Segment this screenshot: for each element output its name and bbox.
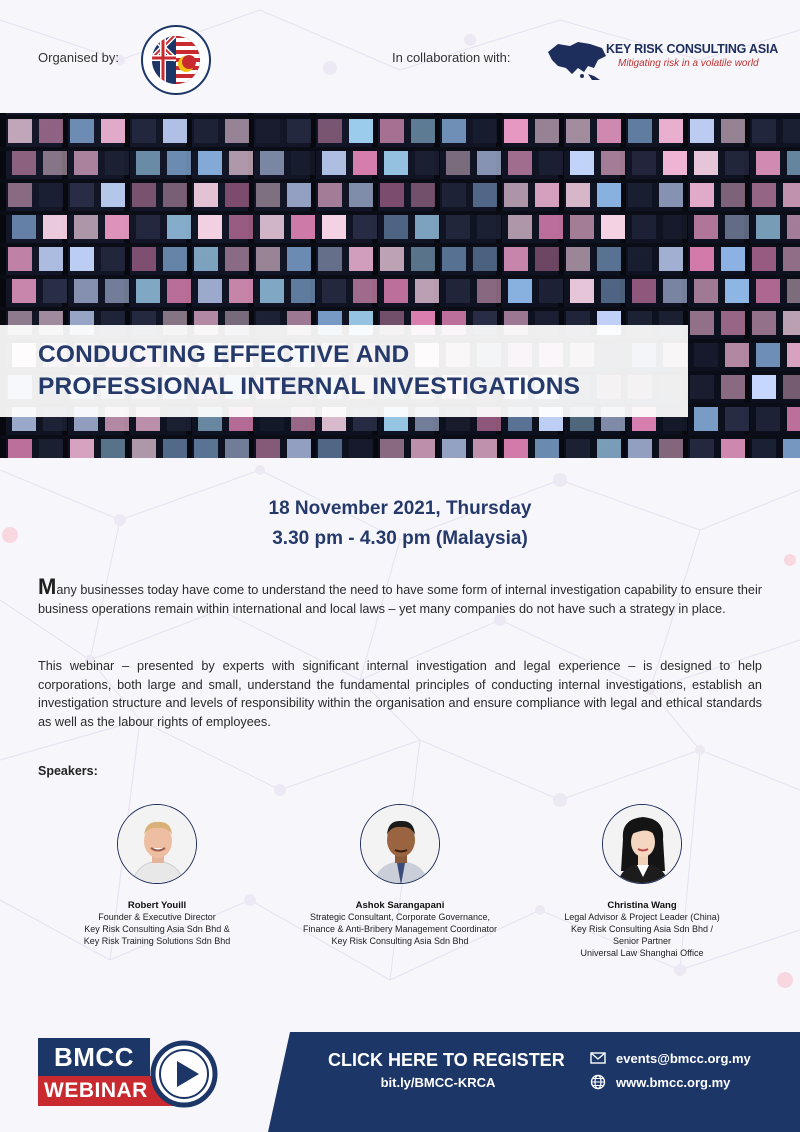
speaker-role-line: Key Risk Training Solutions Sdn Bhd — [83, 936, 231, 946]
building-window — [74, 151, 98, 175]
building-window — [260, 151, 284, 175]
speakers-heading: Speakers: — [38, 764, 98, 778]
building-window — [70, 119, 94, 143]
building-window — [198, 215, 222, 239]
register-button[interactable]: CLICK HERE TO REGISTER — [328, 1050, 565, 1070]
globe-icon — [590, 1074, 606, 1090]
building-window — [535, 439, 559, 458]
building-window — [504, 119, 528, 143]
mail-icon — [590, 1050, 606, 1066]
contact-email[interactable] — [590, 1050, 751, 1066]
building-window — [415, 215, 439, 239]
building-window — [690, 375, 714, 399]
speaker-name: Robert Youill — [127, 900, 187, 911]
building-window — [411, 183, 435, 207]
building-window — [690, 183, 714, 207]
building-window — [225, 439, 249, 458]
building-window — [8, 247, 32, 271]
speaker-role-line: Legal Advisor & Project Leader (China) — [564, 912, 720, 922]
building-window — [12, 215, 36, 239]
building-window — [8, 183, 32, 207]
building-window — [39, 183, 63, 207]
building-window — [101, 119, 125, 143]
speaker-role-line: Founder & Executive Director — [98, 912, 216, 922]
building-window — [721, 311, 745, 335]
building-window — [287, 119, 311, 143]
speaker-card — [27, 804, 287, 947]
building-floor-line — [0, 211, 800, 215]
intro-paragraph-text: any businesses today have come to understand the need to have some form of internal investigation capability to ensure their business operations remain within international and local laws – yet many companies do not have such a strategy in place. — [38, 583, 762, 616]
building-window — [163, 439, 187, 458]
speaker-avatar — [117, 804, 197, 884]
building-window — [105, 279, 129, 303]
building-window — [694, 215, 718, 239]
building-window — [256, 119, 280, 143]
building-window — [229, 215, 253, 239]
building-window — [539, 279, 563, 303]
building-window — [411, 439, 435, 458]
building-window — [570, 151, 594, 175]
drop-cap: M — [38, 574, 57, 599]
building-window — [566, 119, 590, 143]
speaker-card — [512, 804, 772, 959]
website-link[interactable]: www.bmcc.org.my — [616, 1074, 731, 1090]
building-window — [628, 119, 652, 143]
building-window — [260, 279, 284, 303]
play-icon — [150, 1040, 218, 1108]
speaker-role-line: Key Risk Consulting Asia Sdn Bhd / — [570, 924, 714, 934]
collaboration-label: In collaboration with: — [392, 50, 511, 65]
building-window — [787, 215, 800, 239]
building-window — [318, 247, 342, 271]
building-window — [721, 439, 745, 458]
building-window — [132, 183, 156, 207]
event-date: 18 November 2021, Thursday — [268, 498, 532, 519]
building-window — [442, 119, 466, 143]
speaker-role-line: Key Risk Consulting Asia Sdn Bhd & — [84, 924, 230, 934]
building-window — [194, 247, 218, 271]
building-window — [167, 215, 191, 239]
building-window — [291, 215, 315, 239]
event-title-line-2: PROFESSIONAL INTERNAL INVESTIGATIONS — [38, 373, 581, 400]
speaker-card — [270, 804, 530, 947]
building-window — [229, 151, 253, 175]
building-window — [694, 151, 718, 175]
building-window — [287, 183, 311, 207]
asia-map-icon — [544, 38, 608, 82]
building-window — [473, 183, 497, 207]
building-window — [446, 279, 470, 303]
building-window — [198, 151, 222, 175]
speaker-role-line: Key Risk Consulting Asia Sdn Bhd — [331, 936, 469, 946]
building-window — [70, 183, 94, 207]
building-floor-line — [0, 307, 800, 311]
title-band — [0, 325, 688, 417]
building-window — [167, 279, 191, 303]
building-window — [787, 151, 800, 175]
description-paragraph: This webinar – presented by experts with significant internal investigation and legal experience – is designed to help corporations, both large and small, understand the fundamental principles of conducting internal investigations, establish an investigation structure and levels of responsibility within the organisation and ensure compliance with legal and ethical standards as well as the labour rights of employees. — [38, 659, 762, 729]
building-window — [411, 247, 435, 271]
building-window — [690, 439, 714, 458]
building-window — [783, 119, 800, 143]
building-window — [256, 247, 280, 271]
building-window — [39, 247, 63, 271]
building-window — [535, 183, 559, 207]
building-window — [632, 151, 656, 175]
contact-website[interactable] — [590, 1074, 730, 1090]
building-window — [628, 183, 652, 207]
building-window — [694, 407, 718, 431]
building-window — [384, 151, 408, 175]
building-window — [535, 119, 559, 143]
building-window — [756, 343, 780, 367]
partner-name: KEY RISK CONSULTING ASIA — [606, 42, 779, 56]
building-window — [225, 247, 249, 271]
speaker-role-line: Finance & Anti-Bribery Management Coordinator — [302, 924, 498, 934]
building-window — [783, 247, 800, 271]
building-window — [756, 279, 780, 303]
building-window — [752, 247, 776, 271]
building-window — [101, 439, 125, 458]
building-window — [70, 439, 94, 458]
building-window — [318, 439, 342, 458]
building-window — [167, 151, 191, 175]
building-window — [136, 279, 160, 303]
speaker-avatar — [602, 804, 682, 884]
building-window — [663, 279, 687, 303]
building-window — [194, 119, 218, 143]
building-floor-line — [0, 275, 800, 279]
event-time: 3.30 pm - 4.30 pm (Malaysia) — [272, 528, 528, 549]
building-window — [132, 119, 156, 143]
building-window — [194, 183, 218, 207]
building-window — [752, 439, 776, 458]
building-window — [291, 279, 315, 303]
building-floor-line — [0, 435, 800, 439]
building-window — [74, 215, 98, 239]
building-window — [632, 215, 656, 239]
building-window — [8, 119, 32, 143]
building-window — [384, 279, 408, 303]
building-window — [783, 439, 800, 458]
building-window — [756, 151, 780, 175]
building-window — [477, 151, 501, 175]
building-window — [597, 119, 621, 143]
building-window — [783, 375, 800, 399]
building-window — [291, 151, 315, 175]
bmcc-organiser-logo[interactable] — [140, 24, 212, 96]
brand-bottom-text: WEBINAR — [38, 1076, 178, 1106]
building-window — [752, 375, 776, 399]
building-window — [349, 247, 373, 271]
building-window — [442, 439, 466, 458]
building-window — [136, 215, 160, 239]
building-window — [725, 151, 749, 175]
building-window — [783, 183, 800, 207]
building-window — [380, 439, 404, 458]
building-window — [12, 151, 36, 175]
building-window — [39, 439, 63, 458]
building-window — [539, 215, 563, 239]
building-window — [690, 311, 714, 335]
building-window — [504, 247, 528, 271]
bmcc-webinar-logo — [38, 1038, 228, 1110]
brand-top-text: BMCC — [38, 1038, 150, 1076]
building-window — [570, 215, 594, 239]
building-window — [198, 279, 222, 303]
building-window — [318, 183, 342, 207]
building-window — [570, 279, 594, 303]
building-window — [256, 183, 280, 207]
building-window — [132, 439, 156, 458]
building-window — [43, 151, 67, 175]
building-window — [659, 247, 683, 271]
building-window — [756, 407, 780, 431]
building-window — [229, 279, 253, 303]
partner-tagline: Mitigating risk in a volatile world — [618, 58, 759, 69]
building-window — [70, 247, 94, 271]
building-window — [225, 119, 249, 143]
building-window — [721, 119, 745, 143]
building-window — [136, 151, 160, 175]
building-window — [349, 439, 373, 458]
building-window — [659, 119, 683, 143]
building-window — [787, 279, 800, 303]
organised-by-label: Organised by: — [38, 50, 119, 65]
building-window — [721, 183, 745, 207]
building-window — [601, 151, 625, 175]
building-window — [628, 247, 652, 271]
building-window — [194, 439, 218, 458]
building-window — [105, 151, 129, 175]
building-window — [663, 151, 687, 175]
building-window — [415, 151, 439, 175]
speaker-role-line: Strategic Consultant, Corporate Governance, — [309, 912, 491, 922]
building-floor-line — [0, 179, 800, 183]
building-window — [597, 247, 621, 271]
building-window — [752, 183, 776, 207]
header — [0, 0, 800, 112]
building-window — [446, 151, 470, 175]
building-window — [39, 119, 63, 143]
email-link[interactable]: events@bmcc.org.my — [616, 1050, 751, 1066]
building-window — [442, 247, 466, 271]
intro-paragraph — [38, 574, 762, 618]
building-window — [353, 151, 377, 175]
building-window — [721, 375, 745, 399]
building-window — [163, 247, 187, 271]
speaker-name: Ashok Sarangapani — [355, 900, 445, 911]
speaker-role-line: Universal Law Shanghai Office — [580, 948, 704, 958]
building-window — [690, 119, 714, 143]
register-link-text[interactable]: bit.ly/BMCC-KRCA — [380, 1075, 496, 1090]
building-window — [163, 183, 187, 207]
building-window — [380, 247, 404, 271]
building-window — [725, 407, 749, 431]
building-window — [504, 439, 528, 458]
building-window — [504, 183, 528, 207]
building-window — [353, 279, 377, 303]
building-floor-line — [0, 243, 800, 247]
building-window — [725, 215, 749, 239]
building-window — [380, 183, 404, 207]
building-window — [322, 279, 346, 303]
building-window — [322, 151, 346, 175]
building-window — [752, 119, 776, 143]
building-window — [132, 247, 156, 271]
building-window — [539, 151, 563, 175]
event-title-line-1: CONDUCTING EFFECTIVE AND — [38, 341, 410, 368]
building-window — [659, 439, 683, 458]
building-window — [43, 279, 67, 303]
building-window — [663, 215, 687, 239]
building-window — [477, 215, 501, 239]
building-window — [694, 343, 718, 367]
building-window — [318, 119, 342, 143]
speaker-avatar — [360, 804, 440, 884]
building-window — [349, 119, 373, 143]
building-window — [628, 439, 652, 458]
building-window — [566, 439, 590, 458]
building-window — [694, 279, 718, 303]
building-window — [256, 439, 280, 458]
building-window — [101, 183, 125, 207]
building-window — [446, 215, 470, 239]
building-window — [787, 407, 800, 431]
building-window — [74, 279, 98, 303]
building-window — [349, 183, 373, 207]
building-window — [597, 183, 621, 207]
building-window — [601, 279, 625, 303]
building-window — [12, 279, 36, 303]
building-floor-line — [0, 147, 800, 151]
speaker-role-line: Senior Partner — [612, 936, 672, 946]
building-window — [101, 247, 125, 271]
building-window — [632, 279, 656, 303]
building-window — [260, 215, 284, 239]
building-window — [415, 279, 439, 303]
building-window — [442, 183, 466, 207]
building-window — [473, 119, 497, 143]
building-window — [105, 215, 129, 239]
building-window — [787, 343, 800, 367]
building-window — [508, 215, 532, 239]
building-window — [508, 151, 532, 175]
building-window — [601, 215, 625, 239]
building-window — [43, 215, 67, 239]
building-window — [8, 439, 32, 458]
building-window — [508, 279, 532, 303]
building-window — [756, 215, 780, 239]
building-window — [721, 247, 745, 271]
building-window — [473, 439, 497, 458]
building-window — [287, 439, 311, 458]
building-window — [725, 279, 749, 303]
building-window — [384, 215, 408, 239]
building-window — [380, 119, 404, 143]
building-window — [752, 311, 776, 335]
building-window — [783, 311, 800, 335]
building-window — [597, 439, 621, 458]
building-floor-line — [0, 115, 800, 119]
building-window — [725, 343, 749, 367]
building-window — [411, 119, 435, 143]
building-window — [353, 215, 377, 239]
building-window — [477, 279, 501, 303]
building-window — [322, 215, 346, 239]
speaker-name: Christina Wang — [607, 900, 677, 911]
building-window — [225, 183, 249, 207]
building-window — [287, 247, 311, 271]
event-datetime — [0, 494, 800, 554]
building-window — [566, 183, 590, 207]
building-window — [535, 247, 559, 271]
building-window — [163, 119, 187, 143]
building-window — [659, 183, 683, 207]
building-window — [473, 247, 497, 271]
building-window — [690, 247, 714, 271]
building-window — [566, 247, 590, 271]
